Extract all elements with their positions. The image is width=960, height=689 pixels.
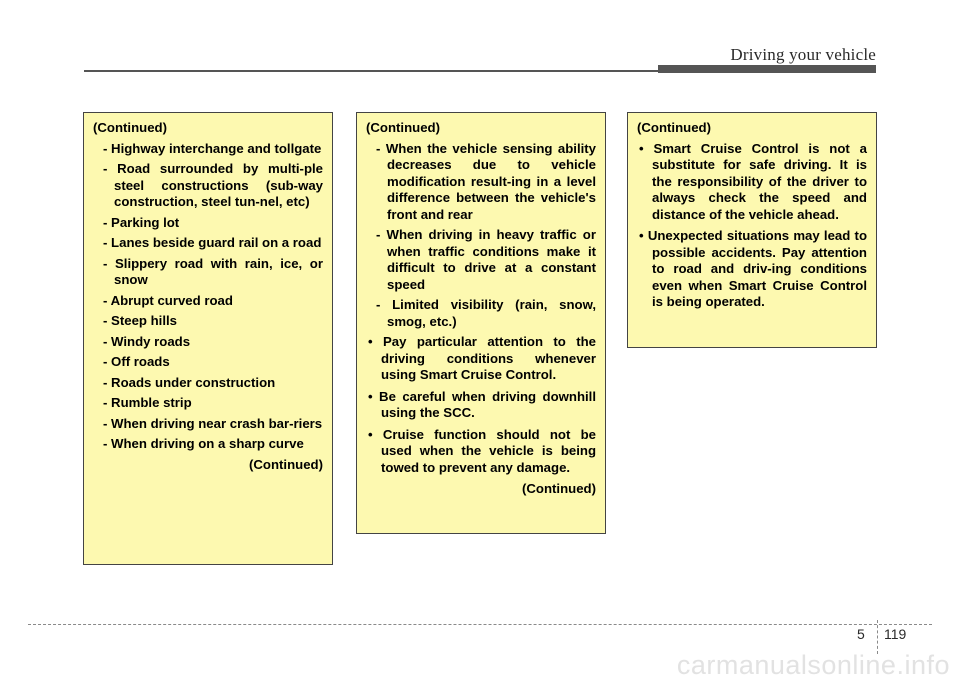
continued-label: (Continued) bbox=[249, 456, 323, 472]
list-item: - Highway interchange and tollgate bbox=[103, 140, 322, 156]
caution-box-3 bbox=[627, 112, 877, 348]
continued-label: (Continued) bbox=[637, 120, 711, 135]
continued-label: (Continued) bbox=[93, 120, 167, 135]
list-item: - Abrupt curved road bbox=[103, 292, 233, 308]
continued-label: (Continued) bbox=[366, 120, 440, 135]
caution-box-2 bbox=[356, 112, 606, 534]
condition-list bbox=[93, 141, 323, 453]
list-item: - When driving on a sharp curve bbox=[103, 436, 304, 451]
list-item: - Slippery road with rain, ice, or snow bbox=[103, 255, 323, 287]
bullet-item: • Cruise function should not be used when the vehicle is being towed to prevent any damage. bbox=[368, 426, 596, 475]
condition-list bbox=[366, 141, 596, 331]
list-item: - Roads under construction bbox=[103, 374, 276, 390]
continued-label: (Continued) bbox=[522, 481, 596, 496]
list-item: - Rumble strip bbox=[103, 395, 192, 410]
caution-bullet-list bbox=[366, 334, 596, 476]
list-item: - When the vehicle sensing ability decreases due to vehicle modification result-ing in a level difference between the vehicle's front and rear bbox=[376, 140, 596, 222]
caution-bullet-list bbox=[637, 141, 867, 311]
footer-rule bbox=[28, 624, 932, 625]
list-item: - Parking lot bbox=[103, 214, 180, 230]
bullet-item: • Unexpected situations may lead to possible accidents. Pay attention to road and driv-ing conditions even when Smart Cruise Control is being operated. bbox=[639, 228, 867, 309]
list-item: - Steep hills bbox=[103, 313, 178, 328]
header-rule-accent bbox=[658, 65, 876, 73]
list-item: - Limited visibility (rain, snow, smog, etc.) bbox=[376, 297, 596, 329]
caution-box-1 bbox=[83, 112, 333, 565]
bullet-item: • Pay particular attention to the driving conditions whenever using Smart Cruise Control. bbox=[368, 334, 596, 382]
watermark: carmanualsonline.info bbox=[676, 650, 950, 680]
list-item: - When driving near crash bar-riers bbox=[103, 415, 323, 431]
bullet-item: • Be careful when driving downhill using the SCC. bbox=[368, 388, 596, 420]
bullet-item: • Smart Cruise Control is not a substitute for safe driving. It is the responsibility of the driver to always check the speed and distance of the vehicle ahead. bbox=[639, 140, 867, 222]
list-item: - Lanes beside guard rail on a road bbox=[103, 235, 322, 250]
page-number: 119 bbox=[884, 626, 907, 642]
footer-divider bbox=[877, 620, 878, 654]
list-item: - Off roads bbox=[103, 354, 170, 369]
list-item: - Road surrounded by multi-ple steel constructions (sub-way construction, steel tun-nel, etc) bbox=[103, 161, 323, 209]
section-number: 5 bbox=[857, 626, 865, 642]
list-item: - Windy roads bbox=[103, 333, 191, 349]
page-header-title: Driving your vehicle bbox=[730, 45, 876, 64]
list-item: - When driving in heavy traffic or when traffic conditions make it difficult to drive at a constant speed bbox=[376, 227, 596, 292]
